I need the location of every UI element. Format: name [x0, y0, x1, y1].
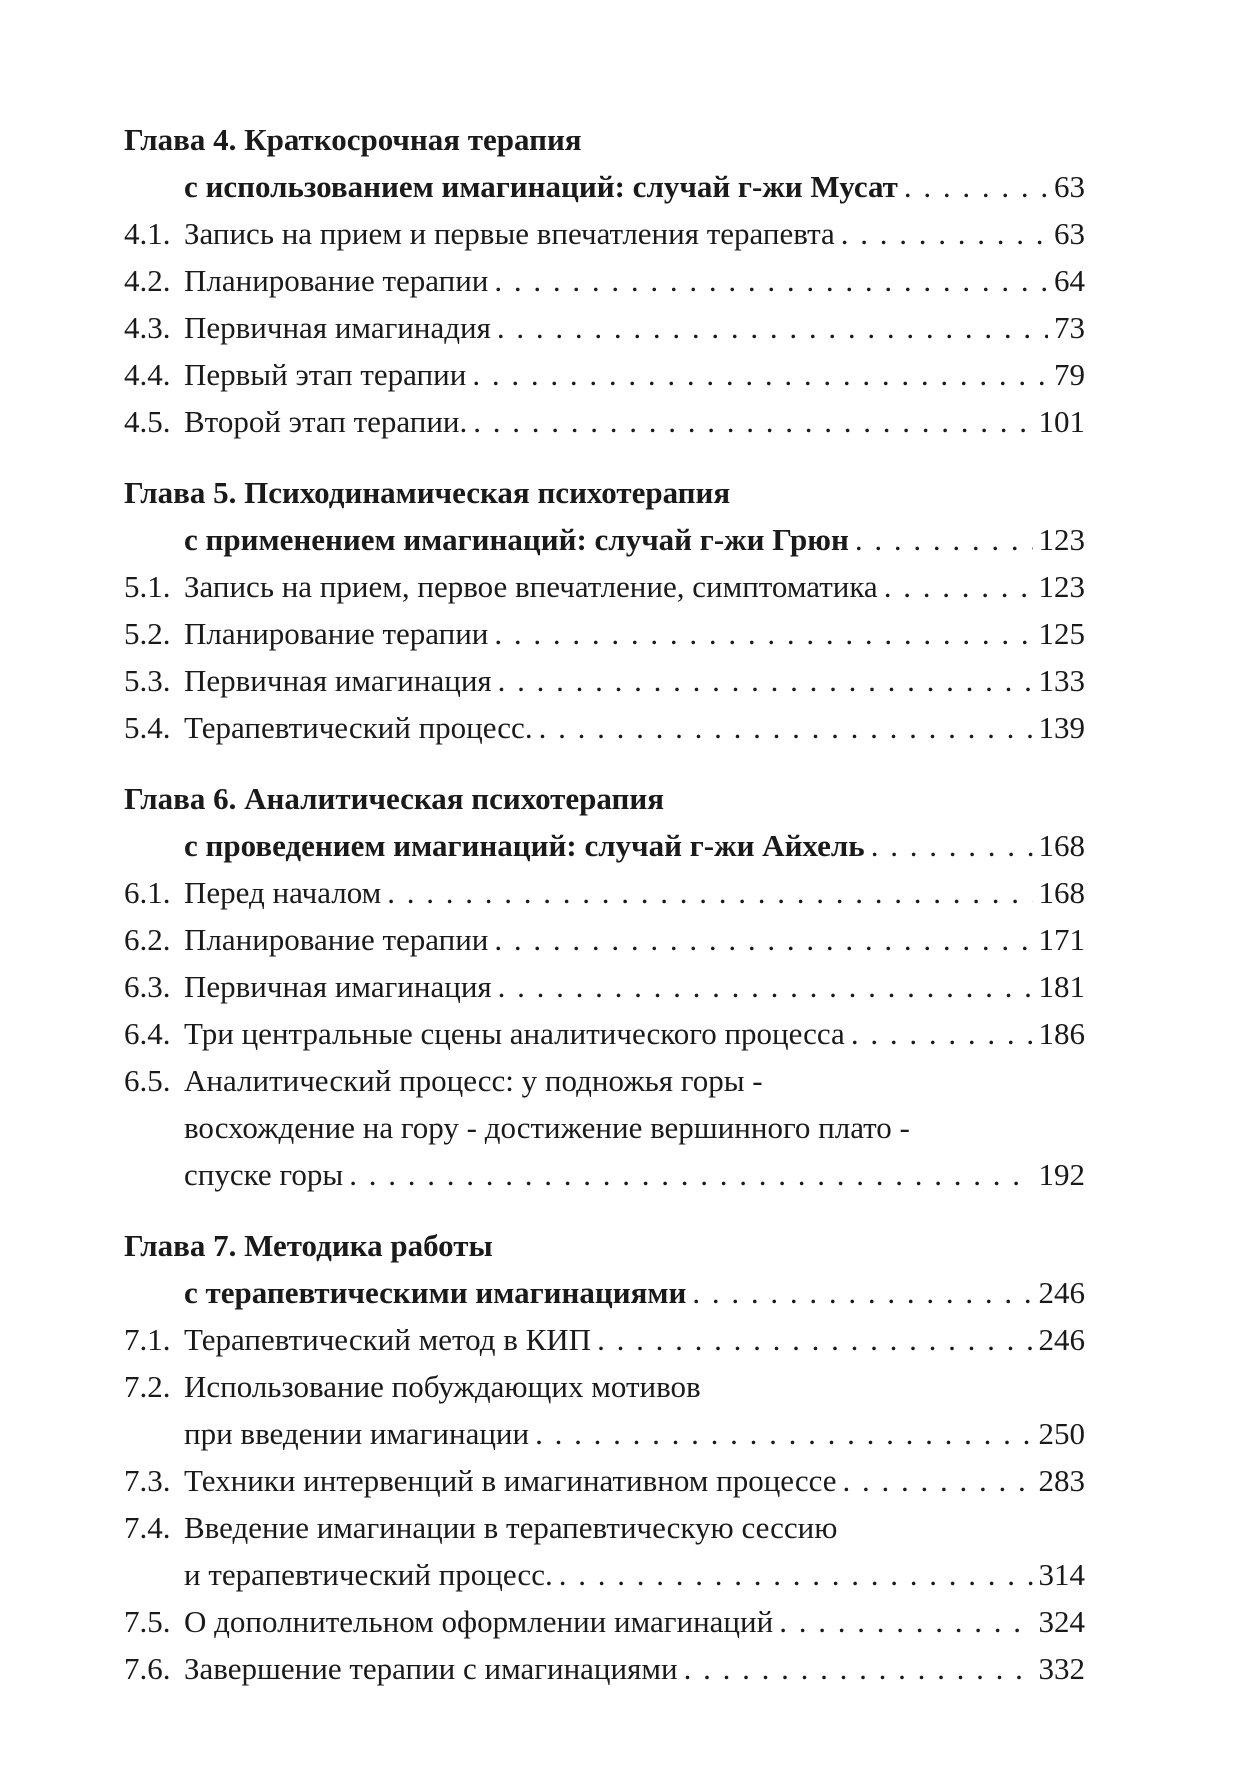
page-number: 123: [1038, 522, 1085, 557]
dot-leader: [498, 963, 1033, 1010]
dot-leader: [843, 1457, 1033, 1504]
dot-leader: [472, 351, 1048, 398]
chapter-subtitle: с использованием имагинаций: случай г-жи Мусат: [184, 169, 898, 204]
dot-leader: [851, 1010, 1033, 1057]
page-number: 123: [1038, 569, 1085, 604]
page-number: 101: [1038, 404, 1085, 439]
page-number: 332: [1038, 1651, 1085, 1686]
toc-chapter: [124, 775, 1085, 1198]
entry-number: 7.5.: [124, 1604, 171, 1639]
entry-title: Второй этап терапии.: [184, 404, 468, 439]
entry-title: Запись на прием и первые впечатления терапевта: [184, 216, 835, 251]
entry-number: 4.1.: [124, 216, 171, 251]
dot-leader: [494, 916, 1032, 963]
page-number: 139: [1038, 710, 1085, 745]
entry-title: Планирование терапии: [184, 263, 489, 298]
entry-title: Первичная имагинация: [184, 663, 492, 698]
entry-number: 6.3.: [124, 969, 171, 1004]
entry-title: Запись на прием, первое впечатление, симптоматика: [184, 569, 878, 604]
chapter-subtitle: с проведением имагинаций: случай г-жи Айхель: [184, 828, 865, 863]
entry-number: 6.1.: [124, 875, 171, 910]
entry-number: 7.3.: [124, 1463, 171, 1498]
entry-number: 5.3.: [124, 663, 171, 698]
toc-entry-continuation[interactable]: [124, 1410, 1085, 1457]
dot-leader: [349, 1151, 1032, 1198]
page-number: 324: [1038, 1604, 1085, 1639]
toc-entry[interactable]: [124, 563, 1085, 610]
toc-entry[interactable]: [124, 1363, 1085, 1410]
page-number: 73: [1054, 310, 1085, 345]
entry-number: 4.3.: [124, 310, 171, 345]
entry-number: 7.6.: [124, 1651, 171, 1686]
toc-entry[interactable]: [124, 1645, 1085, 1692]
page-number: 125: [1038, 616, 1085, 651]
chapter-subtitle-line[interactable]: [124, 516, 1085, 563]
toc-entry[interactable]: [124, 398, 1085, 445]
dot-leader: [497, 304, 1048, 351]
toc-entry[interactable]: [124, 351, 1085, 398]
toc-entry[interactable]: [124, 1057, 1085, 1104]
entry-title: Первичная имагинация: [184, 969, 492, 1004]
entry-number: 7.1.: [124, 1322, 171, 1357]
toc-chapter: [124, 469, 1085, 751]
toc-entry[interactable]: [124, 610, 1085, 657]
chapter-title[interactable]: Глава 5. Психодинамическая психотерапия: [124, 475, 731, 510]
entry-title: Первый этап терапии: [184, 357, 467, 392]
dot-leader: [498, 657, 1033, 704]
page-number: 63: [1054, 216, 1085, 251]
dot-leader: [779, 1598, 1032, 1645]
toc-entry[interactable]: [124, 1457, 1085, 1504]
page-number: 79: [1054, 357, 1085, 392]
chapter-subtitle-line[interactable]: [124, 1269, 1085, 1316]
dot-leader: [684, 1645, 1033, 1692]
chapter-subtitle: с применением имагинаций: случай г-жи Грюн: [184, 522, 849, 557]
toc-entry[interactable]: [124, 1316, 1085, 1363]
entry-number: 5.1.: [124, 569, 171, 604]
toc-entry[interactable]: [124, 257, 1085, 304]
entry-title: Терапевтический процесс.: [184, 710, 533, 745]
chapter-subtitle-line[interactable]: [124, 822, 1085, 869]
dot-leader: [473, 398, 1032, 445]
entry-number: 6.2.: [124, 922, 171, 957]
entry-number: 4.5.: [124, 404, 171, 439]
chapter-title[interactable]: Глава 7. Методика работы: [124, 1228, 493, 1263]
dot-leader: [855, 516, 1033, 563]
dot-leader: [535, 1410, 1032, 1457]
page-number: 192: [1038, 1157, 1085, 1192]
page-number: 246: [1038, 1275, 1085, 1310]
toc-entry[interactable]: [124, 963, 1085, 1010]
page-number: 64: [1054, 263, 1085, 298]
toc-chapter: [124, 1222, 1085, 1692]
entry-number: 5.4.: [124, 710, 171, 745]
toc-entry[interactable]: [124, 1010, 1085, 1057]
entry-title: Терапевтический метод в КИП: [184, 1322, 592, 1357]
entry-title: Планирование терапии: [184, 922, 489, 957]
entry-title: Техники интервенций в имагинативном процессе: [184, 1463, 837, 1498]
chapter-title[interactable]: Глава 6. Аналитическая психотерапия: [124, 781, 664, 816]
dot-leader: [841, 210, 1048, 257]
toc-entry[interactable]: [124, 657, 1085, 704]
toc-entry-continuation[interactable]: [124, 1151, 1085, 1198]
page-number: 283: [1038, 1463, 1085, 1498]
dot-leader: [387, 869, 1032, 916]
entry-title: Аналитический процесс: у подножья горы -: [184, 1063, 763, 1098]
page-number: 181: [1038, 969, 1085, 1004]
entry-number: 6.4.: [124, 1016, 171, 1051]
page-number: 63: [1054, 169, 1085, 204]
toc-entry[interactable]: [124, 1504, 1085, 1551]
page-number: 168: [1038, 828, 1085, 863]
dot-leader: [692, 1269, 1032, 1316]
entry-number: 4.2.: [124, 263, 171, 298]
toc-entry-continuation[interactable]: [124, 1551, 1085, 1598]
chapter-subtitle-line[interactable]: [124, 163, 1085, 210]
entry-title: Планирование терапии: [184, 616, 489, 651]
dot-leader: [871, 822, 1033, 869]
chapter-subtitle: с терапевтическими имагинациями: [184, 1275, 687, 1310]
entry-title: спуске горы: [184, 1157, 344, 1192]
page-number: 168: [1038, 875, 1085, 910]
page-number: 171: [1038, 922, 1085, 957]
entry-title: и терапевтический процесс.: [184, 1557, 553, 1592]
entry-title: Введение имагинации в терапевтическую сессию: [184, 1510, 838, 1545]
entry-number: 7.4.: [124, 1510, 171, 1545]
entry-title: Три центральные сцены аналитического процесса: [184, 1016, 845, 1051]
entry-number: 7.2.: [124, 1369, 171, 1404]
entry-title: Использование побуждающих мотивов: [184, 1369, 701, 1404]
dot-leader: [884, 563, 1033, 610]
page-number: 250: [1038, 1416, 1085, 1451]
table-of-contents: [124, 116, 1085, 1716]
entry-title: при введении имагинации: [184, 1416, 530, 1451]
page-number: 186: [1038, 1016, 1085, 1051]
dot-leader: [494, 257, 1048, 304]
toc-entry[interactable]: [124, 210, 1085, 257]
dot-leader: [904, 163, 1048, 210]
toc-entry[interactable]: [124, 1598, 1085, 1645]
toc-entry[interactable]: [124, 704, 1085, 751]
entry-title: О дополнительном оформлении имагинаций: [184, 1604, 774, 1639]
dot-leader: [597, 1316, 1032, 1363]
entry-title: Завершение терапии с имагинациями: [184, 1651, 678, 1686]
entry-number: 6.5.: [124, 1063, 171, 1098]
dot-leader: [539, 704, 1033, 751]
entry-title: Перед началом: [184, 875, 382, 910]
entry-number: 4.4.: [124, 357, 171, 392]
toc-entry[interactable]: [124, 304, 1085, 351]
toc-entry[interactable]: [124, 916, 1085, 963]
entry-number: 5.2.: [124, 616, 171, 651]
toc-chapter: [124, 116, 1085, 445]
toc-entry-continuation[interactable]: [124, 1104, 1085, 1151]
entry-title: восхождение на гору - достижение вершинного плато -: [184, 1110, 910, 1145]
toc-entry[interactable]: [124, 869, 1085, 916]
page-number: 246: [1038, 1322, 1085, 1357]
page-number: 133: [1038, 663, 1085, 698]
dot-leader: [559, 1551, 1033, 1598]
dot-leader: [494, 610, 1032, 657]
chapter-title[interactable]: Глава 4. Краткосрочная терапия: [124, 122, 582, 157]
page-number: 314: [1038, 1557, 1085, 1592]
entry-title: Первичная имагинадия: [184, 310, 491, 345]
